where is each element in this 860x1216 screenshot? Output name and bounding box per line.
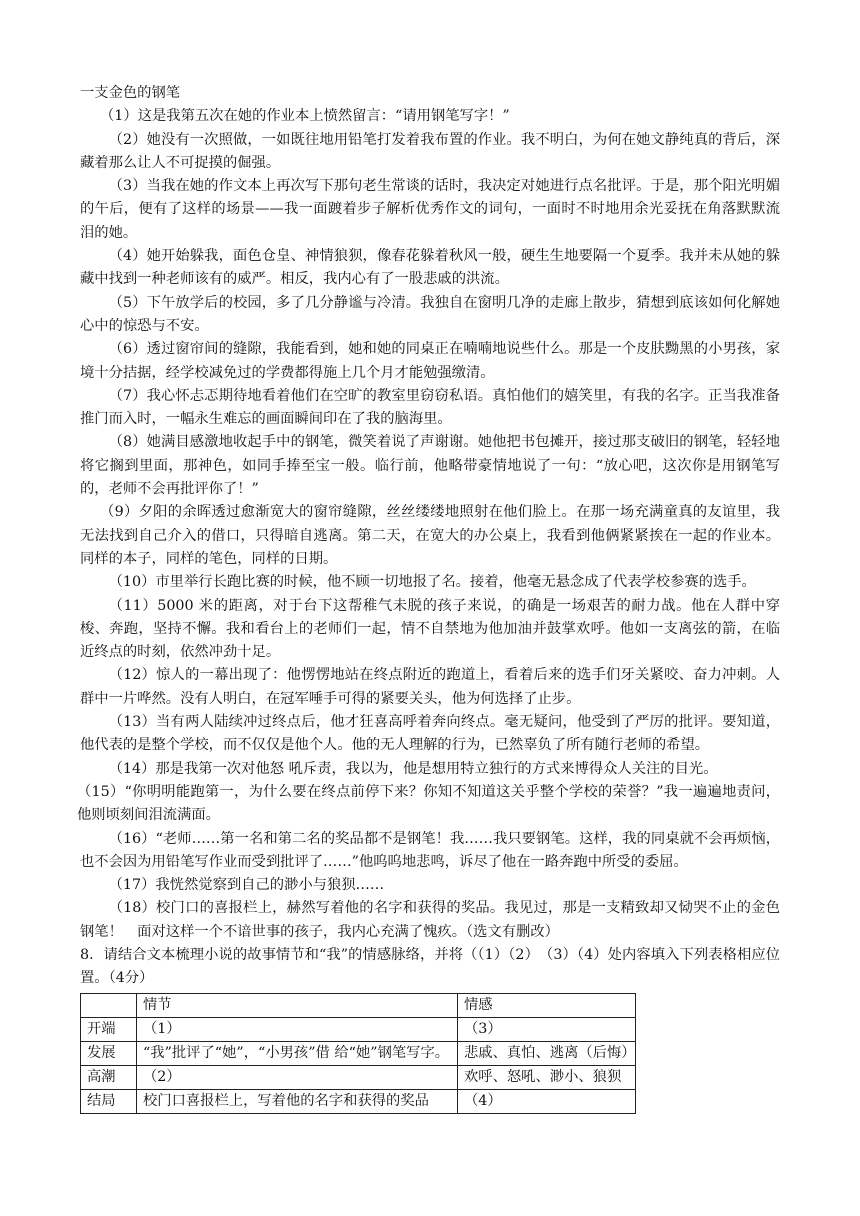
paragraph-17: （17）我恍然觉察到自己的渺小与狼狈…… — [108, 877, 385, 894]
table-row — [81, 1065, 636, 1089]
table-cell: 高潮 — [81, 1065, 137, 1089]
paragraph-18: （18）校门口的喜报栏上，赫然写着他的名字和获得的奖品。我见过，那是一支精致却又恸哭不止的金色钢笔！ 面对这样一个不谙世事的孩子，我内心充满了愧疚。（选文有删改） — [80, 900, 780, 940]
paragraph-12: （12）惊人的一幕出现了：他愣愣地站在终点附近的跑道上，看着后来的选手们牙关紧咬、奋力冲刺。人群中一片哗然。没有人明白，在冠军唾手可得的紧要关头，他为何选择了止步。 — [80, 667, 780, 707]
paragraph-2: （2）她没有一次照做，一如既往地用铅笔打发着我布置的作业。我不明白，为何在她文静纯真的背后，深藏着那么让人不可捉摸的倔强。 — [80, 131, 780, 171]
table-cell: （3） — [458, 1017, 636, 1041]
table-cell: 结局 — [81, 1089, 137, 1113]
article-title: 一支金色的钢笔 — [80, 85, 181, 101]
paragraph-5: （5）下午放学后的校园，多了几分静谧与冷清。我独自在窗明几净的走廊上散步，猜想到底该如何化解她心中的惊恐与不安。 — [80, 294, 780, 334]
paragraph-11: （11）5000 米的距离，对于台下这帮稚气未脱的孩子来说，的确是一场艰苦的耐力战。他在人群中穿梭、奔跑，坚持不懈。我和看台上的老师们一起，情不自禁地为他加油并鼓掌欢呼。他如一支离弦的箭，在临近终点的时刻，依然冲劲十足。 — [80, 597, 780, 661]
table-row — [81, 1017, 636, 1041]
question-8-prompt: 8．请结合文本梳理小说的故事情节和“我”的情感脉络，并将（（1）（2） （3）（4）处内容填入下列表格相应位置。（4分） — [80, 946, 780, 987]
document-page — [77, 82, 780, 1114]
table-cell: 校门口喜报栏上，写着他的名字和获得的奖品 — [137, 1089, 458, 1113]
table-header-cell — [81, 993, 137, 1017]
table-cell: 开端 — [81, 1017, 137, 1041]
table-cell: 欢呼、怒吼、渺小、狼狈 — [458, 1065, 636, 1089]
table-cell: 发展 — [81, 1041, 137, 1065]
paragraph-16: （16）“老师……第一名和第二名的奖品都不是钢笔！我……我只要钢笔。这样，我的同桌就不会再烦恼，也不会因为用铅笔写作业而受到批评了……”他呜呜地悲鸣，诉尽了他在一路奔跑中所受的委屈。 — [80, 830, 780, 870]
paragraph-6: （6）透过窗帘间的缝隙，我能看到，她和她的同桌正在喃喃地说些什么。那是一个皮肤黝黑的小男孩，家境十分拮据，经学校减免过的学费都得施上几个月才能勉强缴清。 — [80, 341, 780, 381]
paragraph-13: （13）当有两人陆续冲过终点后，他才狂喜高呼着奔向终点。毫无疑问，他受到了严厉的批评。要知道，他代表的是整个学校，而不仅仅是他个人。他的无人理解的行为，已然辜负了所有随行老师的希望。 — [80, 714, 780, 754]
table-cell: “我”批评了“她”，“小男孩”借 给“她”钢笔写字。 — [137, 1041, 458, 1065]
paragraph-15: （15）“你明明能跑第一，为什么要在终点前停下来？你知不知道这关乎整个学校的荣誉？”我一遍遍地责问，他则顷刻间泪流满面。 — [77, 783, 780, 824]
paragraph-3: （3）当我在她的作文本上再次写下那句老生常谈的话时，我决定对她进行点名批评。于是，那个阳光明媚的午后，便有了这样的场景——我一面踱着步子解析优秀作文的词句，一面时不时地用余光妥抚在角落默默流泪的她。 — [80, 178, 780, 241]
paragraph-4: （4）她开始躲我，面色仓皇、神情狼狈，像春花躲着秋风一般，硬生生地要隔一个夏季。我并未从她的躲藏中找到一种老师该有的威严。相反，我内心有了一股悲戚的洪流。 — [80, 248, 780, 288]
paragraph-8: （8）她满目感激地收起手中的钢笔，微笑着说了声谢谢。她他把书包摊开，接过那支破旧的钢笔，轻轻地将它搁到里面，那神色，如同手捧至宝一般。临行前，他略带豪情地说了一句：“放心吧，这次你是用钢笔写的，老师不会再批评你了！” — [80, 434, 780, 498]
table-row — [81, 1041, 636, 1065]
table-cell: （4） — [458, 1089, 636, 1113]
paragraph-10: （10）市里举行长跑比赛的时候，他不顾一切地报了名。接着，他毫无悬念成了代表学校参赛的选手。 — [108, 574, 756, 591]
table-header-cell: 情节 — [137, 993, 458, 1017]
paragraph-1: （1）这是我第五次在她的作业本上愤然留言：“请用钢笔写字！” — [100, 108, 510, 125]
paragraph-7: （7）我心怀忐忑期待地看着他们在空旷的教室里窃窃私语。真怕他们的嬉笑里，有我的名字。正当我准备推门而入时，一幅永生难忘的画面瞬间印在了我的脑海里。 — [80, 387, 780, 428]
table-header-cell: 情感 — [458, 993, 636, 1017]
table-cell: 悲戚、真怕、逃离（后悔） — [458, 1041, 636, 1065]
paragraph-14: （14）那是我第一次对他怒 吼斥责，我以为，他是想用特立独行的方式来博得众人关注的目光。 — [108, 760, 718, 777]
table-header-row — [81, 993, 636, 1017]
table-cell: （2） — [137, 1065, 458, 1089]
answer-table — [80, 993, 636, 1114]
table-row — [81, 1089, 636, 1113]
table-cell: （1） — [137, 1017, 458, 1041]
paragraph-9: （9）夕阳的余晖透过愈渐宽大的窗帘缝隙，丝丝缕缕地照射在他们脸上。在那一场充满童真的友谊里，我无法找到自己介入的借口，只得暗自逃离。第二天，在宽大的办公桌上，我看到他俩紧紧挨在一起的作业本。同样的本子，同样的笔色，同样的日期。 — [80, 504, 780, 567]
